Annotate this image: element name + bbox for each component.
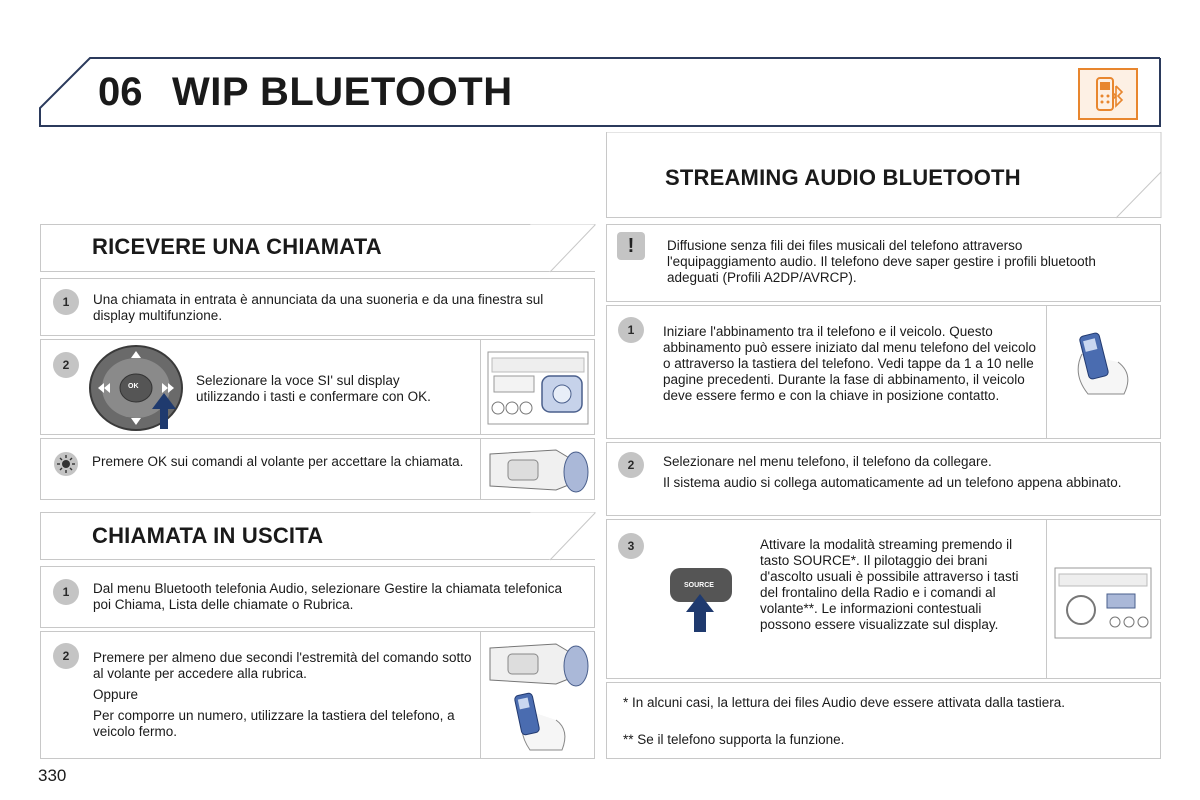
page-title: WIP BLUETOOTH (172, 70, 513, 114)
title-corner (530, 224, 596, 273)
steering-wheel-control-image (486, 636, 590, 690)
radio-front-panel-image (1053, 566, 1153, 640)
outgoing-step-1-text: Dal menu Bluetooth telefonia Audio, selezionare Gestire la chiamata telefonica poi Chiama, Lista delle chiamate o Rubrica. (93, 581, 563, 612)
step-number: 1 (53, 579, 79, 605)
bluetooth-phone-icon (1078, 68, 1138, 120)
streaming-step-3-text: Attivare la modalità streaming premendo il tasto SOURCE*. Il pilotaggio dei brani d'ascolto usuali è possibile attraverso i tasti del frontalino della Radio e i comandi al volante**. Le informazioni contestuali possono essere visualizzate sul display. (760, 537, 1019, 632)
divider (1046, 519, 1047, 679)
mobile-phone-image (1066, 330, 1142, 400)
streaming-step-2-text: Selezionare nel menu telefono, il telefono da collegare. (663, 454, 992, 469)
source-button-label: SOURCE (684, 582, 714, 589)
step-number: 1 (53, 289, 79, 315)
navigation-pad (88, 343, 184, 433)
step-number: 2 (53, 352, 79, 378)
page-number: 330 (38, 766, 67, 785)
streaming-title: STREAMING AUDIO BLUETOOTH (665, 165, 1021, 190)
receive-tip-text: Premere OK sui comandi al volante per accettare la chiamata. (92, 454, 464, 469)
title-corner (530, 512, 596, 561)
outgoing-title: CHIAMATA IN USCITA (92, 523, 324, 548)
divider (1046, 305, 1047, 439)
note-2: ** Se il telefono supporta la funzione. (623, 732, 845, 747)
note-1: * In alcuni casi, la lettura dei files Audio deve essere attivata dalla tastiera. (623, 695, 1065, 710)
streaming-step-1-text: Iniziare l'abbinamento tra il telefono e il veicolo. Questo abbinamento può essere iniziato dal menu telefono del veicolo o attraverso la tastiera del telefono. Vedi tappe da 1 a 10 nelle pagine precedenti. Durante la fase di abbinamento, il veicolo deve essere fermo e con la chiave in posizione contatto. (663, 324, 1036, 403)
streaming-warning-text: Diffusione senza fili dei files musicali del telefono attraverso l'equipaggiamento audio. Il telefono deve saper gestire i profili bluetooth adeguati (Profili A2DP/AVRCP). (667, 238, 1096, 285)
receive-step-2-text: Selezionare la voce SI' sul display utilizzando i tasti e confermare con OK. (196, 373, 431, 404)
receive-step-1-text: Una chiamata in entrata è annunciata da una suoneria e da una finestra sul display multifunzione. (93, 292, 544, 323)
chapter-number: 06 (98, 70, 143, 114)
outgoing-step-2-or: Oppure (93, 687, 139, 702)
step-number: 2 (53, 643, 79, 669)
outgoing-step-2-text: Premere per almeno due secondi l'estremità del comando sotto al volante per accedere alla rubrica. (93, 650, 472, 681)
divider (480, 438, 481, 500)
divider (480, 339, 481, 435)
receive-title: RICEVERE UNA CHIAMATA (92, 234, 382, 259)
mobile-phone-image (506, 690, 576, 756)
chapter-header (0, 0, 1200, 140)
step-number: 2 (618, 452, 644, 478)
steering-wheel-control-image (486, 442, 590, 496)
light-bulb-icon (53, 451, 79, 477)
radio-front-panel-image (486, 350, 590, 426)
warning-icon: ! (617, 232, 645, 260)
step-number: 3 (618, 533, 644, 559)
ok-button-label: OK (128, 383, 139, 390)
source-button-image (668, 564, 734, 634)
divider (480, 631, 481, 759)
outgoing-step-2-text2: Per comporre un numero, utilizzare la tastiera del telefono, a veicolo fermo. (93, 708, 455, 739)
streaming-step-2-text2: Il sistema audio si collega automaticamente ad un telefono appena abbinato. (663, 475, 1122, 490)
step-number: 1 (618, 317, 644, 343)
